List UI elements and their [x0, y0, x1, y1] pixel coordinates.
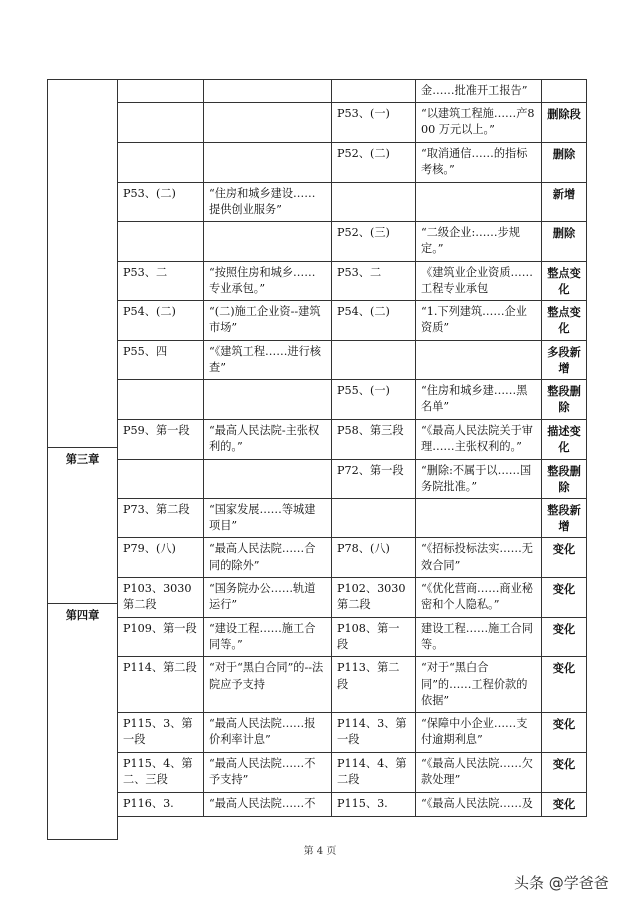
old-text-cell: [204, 103, 332, 143]
new-page-cell: [332, 182, 416, 221]
table-row: [118, 577, 587, 617]
old-text-cell: [204, 459, 332, 498]
new-text-cell: “《招标投标法实……无效合同”: [416, 538, 542, 577]
new-page-cell: P58、第三段: [332, 419, 416, 459]
old-page-cell: [118, 103, 204, 143]
new-page-cell: P115、3.: [332, 793, 416, 817]
change-type-cell: 整段新增: [542, 498, 587, 537]
change-type-cell: 多段新增: [542, 340, 587, 379]
new-page-cell: P113、第二段: [332, 657, 416, 713]
new-page-cell: P55、(一): [332, 380, 416, 419]
old-page-cell: P53、(二): [118, 182, 204, 221]
chapter-column: [47, 79, 118, 840]
watermark-text: 头条 @学爸爸: [514, 874, 609, 892]
new-page-cell: P54、(二): [332, 301, 416, 340]
old-page-cell: P115、4、第二、三段: [118, 753, 204, 793]
old-text-cell: “《建筑工程……进行核查”: [204, 340, 332, 379]
old-page-cell: P54、(二): [118, 301, 204, 340]
new-page-cell: P114、3、第一段: [332, 713, 416, 753]
new-text-cell: “取消通信……的指标考核。”: [416, 143, 542, 182]
new-text-cell: “《最高人民法院……欠款处理”: [416, 753, 542, 793]
old-page-cell: P103、3030 第二段: [118, 577, 204, 617]
new-text-cell: “删除:不属于以……国务院批准。”: [416, 459, 542, 498]
new-page-cell: [332, 80, 416, 103]
old-page-cell: [118, 459, 204, 498]
new-page-cell: [332, 340, 416, 379]
old-page-cell: P53、二: [118, 261, 204, 300]
old-page-cell: [118, 80, 204, 103]
table-row: [118, 713, 587, 753]
new-text-cell: [416, 340, 542, 379]
new-text-cell: [416, 182, 542, 221]
new-page-cell: P52、(二): [332, 143, 416, 182]
old-text-cell: “对于“黑白合同”的--法院应予支持: [204, 657, 332, 713]
table-row: [118, 459, 587, 498]
table-row: [118, 80, 587, 103]
table-row: [118, 340, 587, 379]
change-type-cell: [542, 80, 587, 103]
old-page-cell: P79、(八): [118, 538, 204, 577]
old-text-cell: “最高人民法院-主张权利的。”: [204, 419, 332, 459]
old-page-cell: P109、第一段: [118, 617, 204, 656]
comparison-table: [117, 79, 587, 817]
new-text-cell: “《最高人民法院关于审理……主张权利的。”: [416, 419, 542, 459]
chapter-cell: 第四章: [48, 604, 118, 840]
table-row: [118, 498, 587, 537]
old-page-cell: P115、3、第一段: [118, 713, 204, 753]
old-text-cell: “(二)施工企业资--建筑市场”: [204, 301, 332, 340]
new-page-cell: P53、(一): [332, 103, 416, 143]
old-text-cell: “国家发展……等城建项目”: [204, 498, 332, 537]
old-page-cell: P116、3.: [118, 793, 204, 817]
old-text-cell: “国务院办公……轨道运行”: [204, 577, 332, 617]
new-text-cell: 金……批准开工报告”: [416, 80, 542, 103]
old-text-cell: “最高人民法院……合同的除外”: [204, 538, 332, 577]
new-text-cell: “住房和城乡建……黑名单”: [416, 380, 542, 419]
change-type-cell: 整点变化: [542, 261, 587, 300]
table-row: [118, 419, 587, 459]
table-row: [118, 380, 587, 419]
table-row: [118, 143, 587, 182]
old-text-cell: “最高人民法院……不: [204, 793, 332, 817]
table-row: [118, 617, 587, 656]
old-page-cell: [118, 143, 204, 182]
new-text-cell: “《最高人民法院……及: [416, 793, 542, 817]
old-text-cell: [204, 380, 332, 419]
old-text-cell: [204, 80, 332, 103]
change-type-cell: 删除: [542, 222, 587, 261]
table-row: [118, 103, 587, 143]
new-text-cell: “《优化营商……商业秘密和个人隐私。”: [416, 577, 542, 617]
old-page-cell: P114、第二段: [118, 657, 204, 713]
new-text-cell: “1.下列建筑……企业资质”: [416, 301, 542, 340]
new-page-cell: P52、(三): [332, 222, 416, 261]
change-type-cell: 删除: [542, 143, 587, 182]
new-page-cell: P102、3030 第二段: [332, 577, 416, 617]
table-row: [118, 301, 587, 340]
old-text-cell: [204, 222, 332, 261]
new-text-cell: “二级企业:……步规定。”: [416, 222, 542, 261]
new-text-cell: “保障中小企业……支付逾期利息”: [416, 713, 542, 753]
table-row: [118, 222, 587, 261]
old-text-cell: “按照住房和城乡……专业承包。”: [204, 261, 332, 300]
change-type-cell: 新增: [542, 182, 587, 221]
old-text-cell: [204, 143, 332, 182]
table-row: [118, 657, 587, 713]
change-type-cell: 变化: [542, 538, 587, 577]
new-page-cell: [332, 498, 416, 537]
new-text-cell: “对于“黑白合同”的……工程价款的依据”: [416, 657, 542, 713]
table-row: [118, 261, 587, 300]
new-page-cell: P78、(八): [332, 538, 416, 577]
chapter-cell-blank: [48, 80, 118, 448]
change-type-cell: 整段删除: [542, 459, 587, 498]
change-type-cell: 描述变化: [542, 419, 587, 459]
old-page-cell: [118, 222, 204, 261]
old-text-cell: “住房和城乡建设……提供创业服务”: [204, 182, 332, 221]
table-row: [118, 753, 587, 793]
change-type-cell: 变化: [542, 657, 587, 713]
change-type-cell: 变化: [542, 753, 587, 793]
new-text-cell: [416, 498, 542, 537]
table-row: [118, 793, 587, 817]
old-page-cell: P73、第二段: [118, 498, 204, 537]
change-type-cell: 变化: [542, 617, 587, 656]
change-type-cell: 变化: [542, 793, 587, 817]
old-page-cell: P55、四: [118, 340, 204, 379]
new-page-cell: P114、4、第二段: [332, 753, 416, 793]
old-page-cell: [118, 380, 204, 419]
new-text-cell: 建设工程……施工合同等。: [416, 617, 542, 656]
new-text-cell: “以建筑工程施……产800 万元以上。”: [416, 103, 542, 143]
change-type-cell: 整点变化: [542, 301, 587, 340]
chapter-cell: 第三章: [48, 448, 118, 604]
table-row: [118, 182, 587, 221]
new-text-cell: 《建筑业企业资质……工程专业承包: [416, 261, 542, 300]
new-page-cell: P53、二: [332, 261, 416, 300]
old-text-cell: “最高人民法院……不予支持”: [204, 753, 332, 793]
table-row: [118, 538, 587, 577]
old-text-cell: “建设工程……施工合同等。”: [204, 617, 332, 656]
new-page-cell: P108、第一段: [332, 617, 416, 656]
change-type-cell: 变化: [542, 713, 587, 753]
page-number: 第 4 页: [303, 846, 337, 857]
change-type-cell: 删除段: [542, 103, 587, 143]
change-type-cell: 变化: [542, 577, 587, 617]
new-page-cell: P72、第一段: [332, 459, 416, 498]
change-type-cell: 整段删除: [542, 380, 587, 419]
old-page-cell: P59、第一段: [118, 419, 204, 459]
old-text-cell: “最高人民法院……报价利率计息”: [204, 713, 332, 753]
